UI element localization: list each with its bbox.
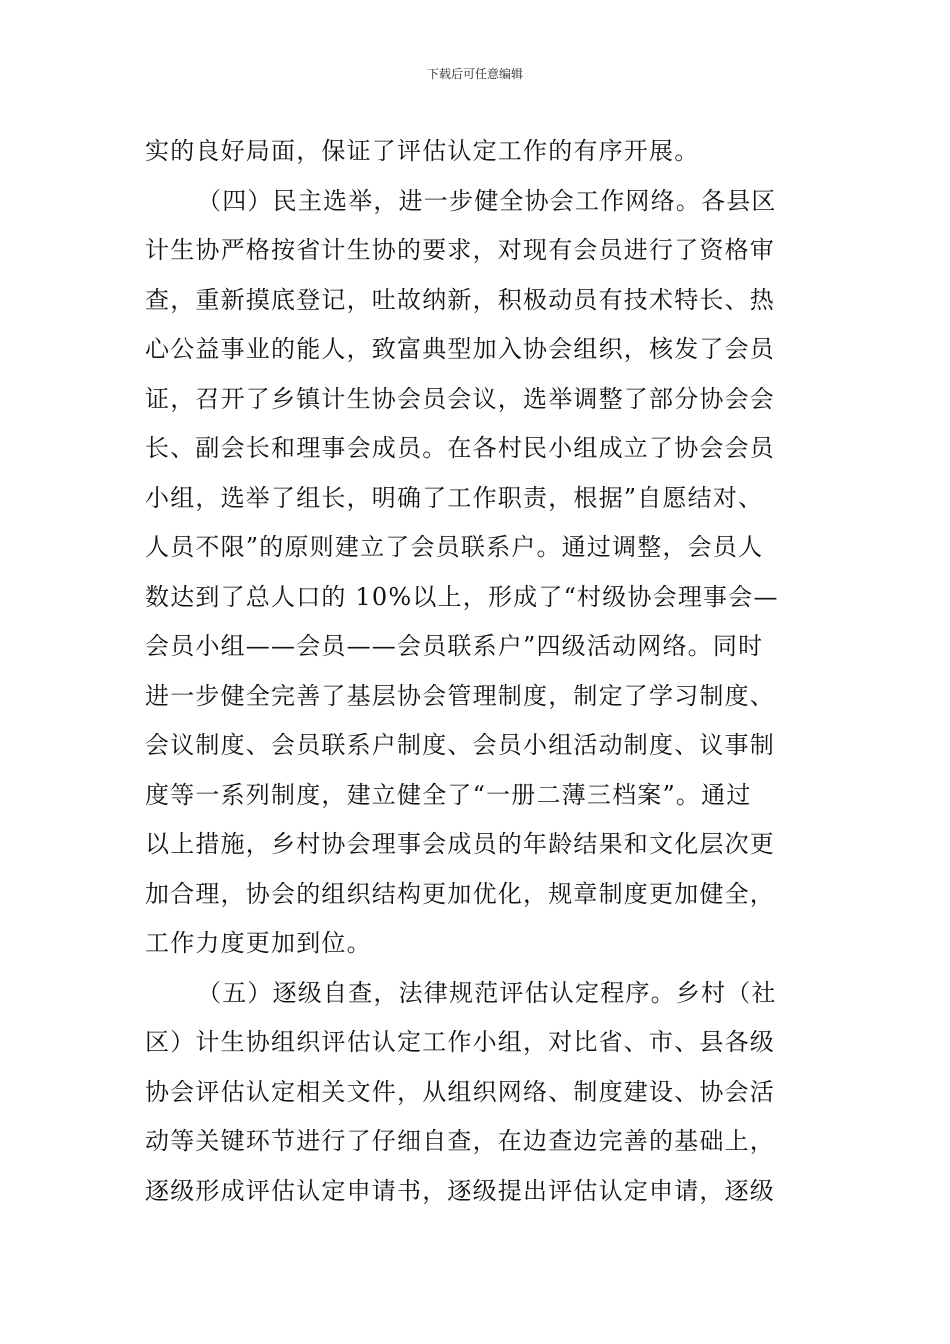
- text-line: 实的良好局面，保证了评估认定工作的有序开展。: [145, 137, 700, 165]
- text-line: 工作力度更加到位。: [145, 929, 372, 957]
- text-line: 查，重新摸底登记，吐故纳新，积极动员有技术特长、热: [145, 285, 775, 314]
- paragraph-start-line: （五）逐级自查，法律规范评估认定程序。乡村（社: [197, 978, 777, 1007]
- paragraph-start-line: （四）民主选举，进一步健全协会工作网络。各县区: [197, 186, 777, 215]
- text-line: 长、副会长和理事会成员。在各村民小组成立了协会会员: [145, 434, 775, 462]
- text-line: 数达到了总人口的 10%以上，形成了“村级协会理事会—: [145, 582, 779, 611]
- text-line: 度等一系列制度，建立健全了“一册二薄三档案”。通过: [145, 780, 752, 809]
- text-line: 区）计生协组织评估认定工作小组，对比省、市、县各级: [145, 1028, 775, 1056]
- text-line: 逐级形成评估认定申请书，逐级提出评估认定申请，逐级: [145, 1176, 775, 1205]
- text-line: 小组，选举了组长，明确了工作职责，根据”自愿结对、: [145, 483, 764, 512]
- text-line: 计生协严格按省计生协的要求，对现有会员进行了资格审: [145, 236, 775, 264]
- text-line: 加合理，协会的组织结构更加优化，规章制度更加健全，: [145, 879, 775, 908]
- text-line: 会议制度、会员联系户制度、会员小组活动制度、议事制: [145, 731, 775, 759]
- text-line: 证，召开了乡镇计生协会员会议，选举调整了部分协会会: [145, 384, 775, 413]
- text-line: 进一步健全完善了基层协会管理制度，制定了学习制度、: [145, 681, 775, 710]
- text-line: 以上措施，乡村协会理事会成员的年龄结果和文化层次更: [145, 830, 775, 858]
- text-line: 动等关键环节进行了仔细自查，在边查边完善的基础上，: [145, 1127, 775, 1155]
- text-line: 会员小组——会员——会员联系户”四级活动网络。同时: [145, 632, 764, 660]
- text-line: 人员不限”的原则建立了会员联系户。通过调整，会员人: [145, 533, 764, 561]
- text-line: 心公益事业的能人，致富典型加入协会组织，核发了会员: [145, 335, 775, 363]
- document-body: [145, 127, 809, 1216]
- page-header: 下载后可任意编辑: [426, 67, 523, 81]
- text-line: 协会评估认定相关文件，从组织网络、制度建设、协会活: [145, 1077, 775, 1106]
